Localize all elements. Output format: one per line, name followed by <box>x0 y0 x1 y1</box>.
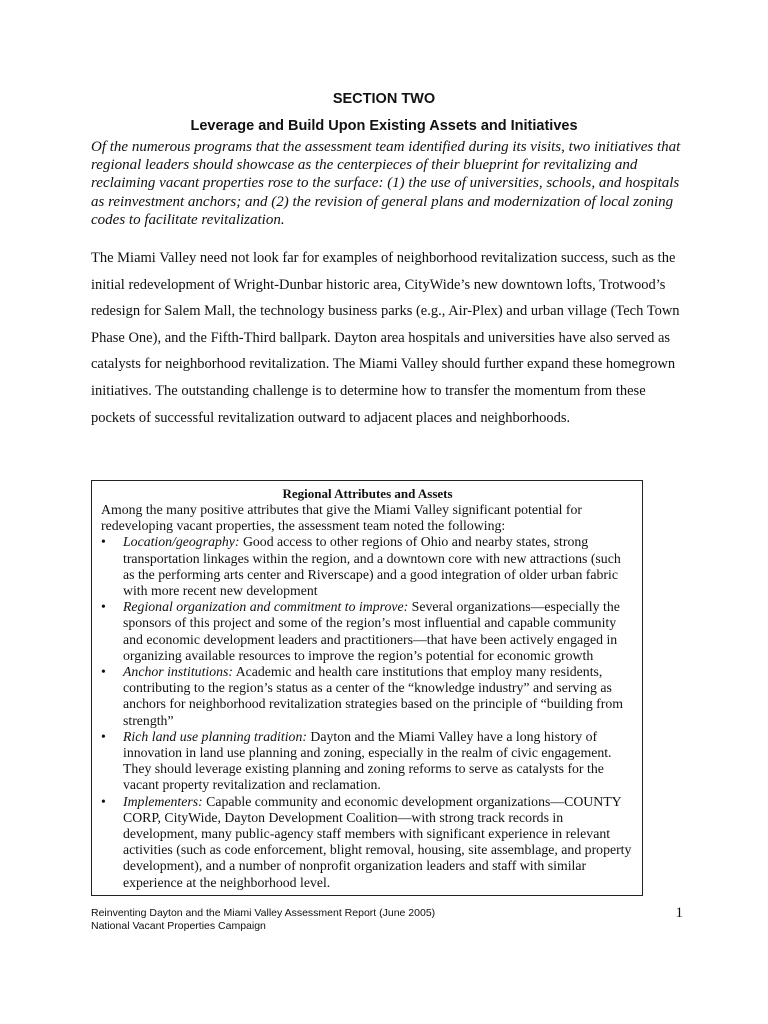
body-paragraph: The Miami Valley need not look far for examples of neighborhood revitalization success, such as the initial redevelopment of Wright-Dunbar historic area, CityWide’s new downtown lofts, Trotwood’s redesign for Salem Mall, the technology business parks (e.g., Air-Plex) and urban village (Tech Town Phase One), and the Fifth-Third ballpark. Dayton area hospitals and universities have also served as catalysts for neighborhood revitalization. The Miami Valley should further expand these homegrown initiatives. The outstanding challenge is to determine how to transfer the momentum from these pockets of successful revitalization outward to adjacent places and neighborhoods. <box>91 250 680 426</box>
attribute-term: Location/geography: <box>123 534 240 550</box>
attribute-item-regional-organization <box>101 599 634 664</box>
attribute-text: Good access to other regions of Ohio and nearby states, strong transportation linkages within the region, and a downtown core with new attractions (such as the performing arts center and Riverscape) and a good integration of older urban fabric with more recent new development <box>123 534 621 599</box>
intro-paragraph: Of the numerous programs that the assessment team identified during its visits, two initiatives that regional leaders should showcase as the centerpieces of their blueprint for revitalizing and reclaiming vacant properties rose to the surface: (1) the use of universities, schools, and hospitals as reinvestment anchors; and (2) the revision of general plans and modernization of local zoning codes to facilitate revitalization. <box>91 139 681 228</box>
attribute-text: Dayton and the Miami Valley have a long history of innovation in land use planning and zoning, especially in the realm of civic engagement. They should leverage existing planning and zoning reforms to serve as catalysts for the vacant property revitalization and reclamation. <box>123 728 612 793</box>
regional-attributes-box <box>91 480 643 896</box>
footer-report-title: Reinventing Dayton and the Miami Valley Assessment Report (June 2005) <box>91 907 436 919</box>
attribute-term: Regional organization and commitment to improve: <box>123 599 409 615</box>
box-title: Regional Attributes and Assets <box>282 486 453 501</box>
section-title: Leverage and Build Upon Existing Assets and Initiatives <box>190 118 578 134</box>
attribute-item-location <box>101 534 634 599</box>
page-number: 1 <box>675 905 683 921</box>
attribute-item-implementers <box>101 794 634 891</box>
attribute-text: Academic and health care institutions that employ many residents, contributing to the region’s status as a center of the “knowledge industry” and serving as anchors for neighborhood revitalization strategies based on the principle of “building from strength” <box>123 664 623 728</box>
attribute-term: Rich land use planning tradition: <box>123 728 307 744</box>
attribute-list <box>101 534 634 890</box>
attribute-text: Several organizations—especially the sponsors of this project and some of the region’s most influential and capable community and economic development leaders and practitioners—that have been actively engaged in organizing available resources to improve the region’s potential for economic growth <box>123 599 620 663</box>
attribute-term: Anchor institutions: <box>123 664 233 680</box>
footer-campaign: National Vacant Properties Campaign <box>91 919 266 932</box>
attribute-item-anchor-institutions <box>101 664 634 729</box>
attribute-item-land-use-planning <box>101 729 634 794</box>
attribute-text: Capable community and economic development organizations—COUNTY CORP, CityWide, Dayton Development Coalition—with strong track records in development, many public-agency staff members with significant experience in relevant activities (such as code enforcement, blight removal, housing, site assemblage, and property development), and a number of nonprofit organization leaders and staff with similar experience at the neighborhood level. <box>123 793 632 890</box>
attribute-term: Implementers: <box>123 793 203 809</box>
box-intro: Among the many positive attributes that give the Miami Valley significant potential for redeveloping vacant properties, the assessment team noted the following: <box>101 502 583 534</box>
page-footer <box>91 907 611 932</box>
section-heading: SECTION TWO <box>332 91 436 107</box>
